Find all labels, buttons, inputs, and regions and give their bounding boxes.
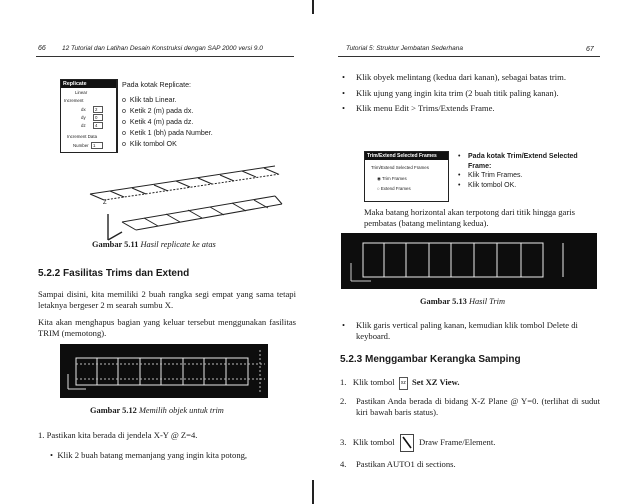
replicate-number-label: Number [73,143,89,148]
after-trim-text: Maka batang horizontal akan terpotong dari titik hingga garis pembatas (batang melintang kedua). [364,207,575,228]
replicate-dialog-title: Replicate [61,80,117,88]
figure-512-frame-graphic [60,344,268,398]
figure-511-caption: Gambar 5.11 Hasil replicate ke atas [92,240,216,249]
section-522-heading: 5.2.2 Fasilitas Trims dan Extend [38,268,190,279]
section-523-heading: 5.2.3 Menggambar Kerangka Samping [340,354,521,365]
replicate-dz-label: dz [81,123,86,128]
trim-dialog-group: Trim/Extend Selected Frames [371,165,429,170]
replicate-dy-label: dy [81,115,86,120]
replicate-tab-linear[interactable]: Linear [75,90,88,95]
replicate-increment-data-label: Increment Data [67,134,98,139]
right-bullet-2: • Klik ujung yang ingin kita trim (2 buah titik paling kanan). [342,87,559,98]
figure-511-z-axis-label: Z [103,200,107,206]
replicate-dx-field[interactable]: 2 [93,106,103,113]
replicate-step-4: o Ketik 1 (bh) pada Number. [122,129,213,137]
left-numbered-step-1: 1. Pastikan kita berada di jendela X-Y @ Z=4. [38,430,198,440]
set-xz-view-icon[interactable]: xz [399,377,408,390]
left-page-number: 66 [38,45,46,52]
trim-step-1: • Pada kotak Trim/Extend Selected Frame: [458,153,578,170]
replicate-dz-field[interactable]: 4 [93,122,103,129]
section-523-step-1: 1. Klik tombol xz Set XZ View. [340,377,600,390]
replicate-steps-intro: Pada kotak Replicate: [122,81,192,89]
section-523-step-2: 2. Pastikan Anda berada di bidang X-Z Plane @ Y=0. (terlihat di sudut kiri bawah baris status). [340,396,600,417]
trim-step-3: • Klik tombol OK. [458,181,517,189]
figure-513-caption: Gambar 5.13 Hasil Trim [420,297,506,306]
replicate-dialog [60,79,118,153]
figure-513-screenshot [341,233,597,289]
section-523-step-4: 4. Pastikan AUTO1 di sections. [340,459,456,469]
book-spine-top [312,0,314,14]
replicate-number-field[interactable]: 1 [91,142,103,149]
left-bullet-last: • Klik 2 buah batang memanjang yang ingin kita potong, [50,450,248,460]
draw-frame-icon-graphic [401,435,413,451]
trim-extend-dialog [364,151,449,202]
right-bullet-delete: • Klik garis vertical paling kanan, kemudian klik tombol Delete di keyboard. [342,320,578,341]
right-bullet-1: • Klik obyek melintang (kedua dari kanan), sebagai batas trim. [342,72,567,82]
replicate-step-3: o Ketik 4 (m) pada dz. [122,118,194,126]
replicate-step-1: o Klik tab Linear. [122,96,177,104]
replicate-steps [122,80,302,150]
draw-frame-icon[interactable] [400,434,414,452]
right-bullets-top [342,72,597,114]
section-522-para2: Kita akan menghapus bagian yang keluar tersebut menggunakan fasilitas TRIM (memotong). [38,317,296,338]
figure-512-caption: Gambar 5.12 Memilih objek untuk trim [90,406,224,415]
trim-dialog-divider [448,151,449,201]
section-522-para1: Sampai disini, kita memiliki 2 buah rangka segi empat yang sama tetapi letaknya bergeser 2 m searah sumbu X. [38,289,296,310]
right-header-rule [338,56,600,57]
book-spine-bottom [312,480,314,504]
replicate-step-2: o Ketik 2 (m) pada dx. [122,107,194,115]
replicate-increment-label: Increment [64,98,84,103]
left-header-rule [36,56,294,57]
trim-dialog-title: Trim/Extend Selected Frames [365,152,448,160]
replicate-step-5: o Klik tombol OK [122,140,177,148]
trim-steps [458,152,598,190]
trim-frames-radio[interactable]: ◉ Trim Frames [377,176,407,181]
right-page-number: 67 [586,46,594,53]
figure-512-screenshot [60,344,268,398]
right-running-header: Tutorial 5: Struktur Jembatan Sederhana [346,45,463,52]
replicate-dy-field[interactable]: 0 [93,114,103,121]
section-523-step-3: 3. Klik tombol Draw Frame/Element. [340,434,600,452]
trim-step-2: • Klik Trim Frames. [458,172,523,179]
extend-frames-radio[interactable]: ○ Extend Frames [377,186,411,191]
figure-513-frame-graphic [341,233,597,289]
right-bullet-3: • Klik menu Edit > Trims/Extends Frame. [342,103,495,113]
replicate-dialog-divider [116,79,117,153]
replicate-dx-label: dx [81,107,86,112]
left-running-header: 12 Tutorial dan Latihan Desain Konstruksi dengan SAP 2000 versi 9.0 [62,45,263,52]
